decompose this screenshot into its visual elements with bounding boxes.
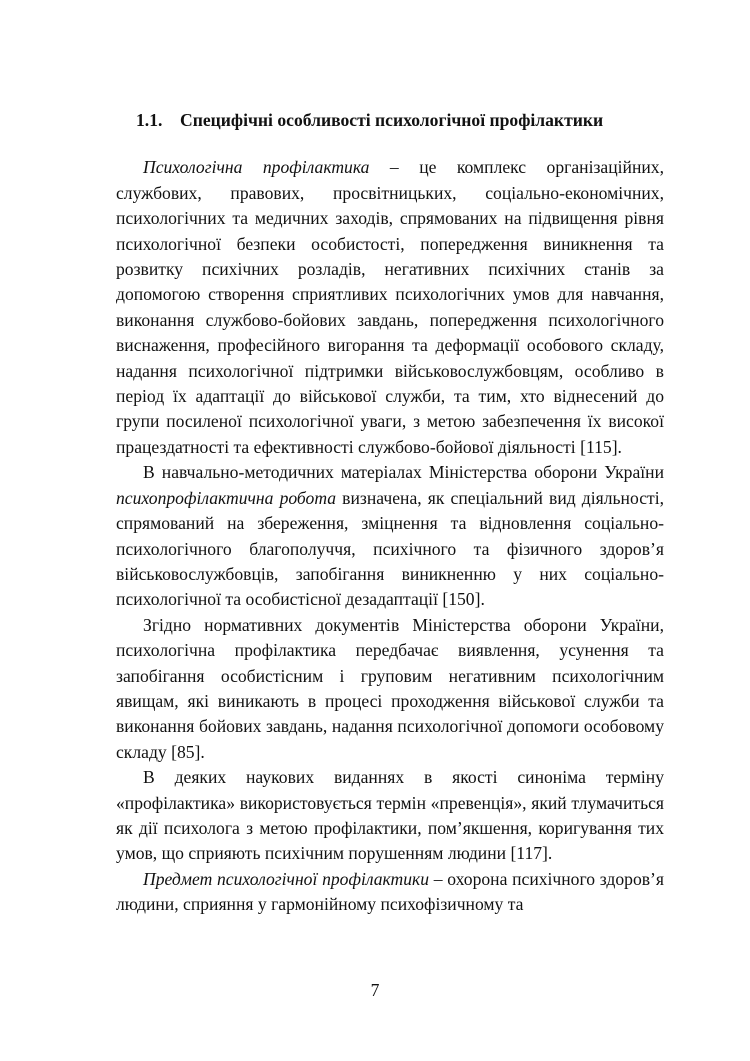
paragraph-text: В навчально-методичних матеріалах Міністерства оборони України xyxy=(143,462,664,483)
section-heading xyxy=(116,108,664,133)
italic-term: Предмет психологічної профілактики xyxy=(143,868,430,889)
italic-term: психопрофілактична робота xyxy=(116,487,337,508)
paragraph-3 xyxy=(116,613,664,765)
paragraph-4 xyxy=(116,765,664,867)
paragraph-5 xyxy=(116,867,664,918)
section-number: 1.1. xyxy=(136,110,163,130)
paragraph-1 xyxy=(116,155,664,460)
paragraph-2 xyxy=(116,460,664,612)
page-number: 7 xyxy=(370,980,380,1000)
paragraph-text: – охорона психічного здоров’я людини, сприяння у гармонійному психофізичному та xyxy=(116,868,664,915)
section-title: Специфічні особливості психологічної профілактики xyxy=(180,110,604,130)
paragraph-text: – це комплекс організаційних, службових, правових, просвітницьких, соціально-економічних, психологічних та медичних заходів, спрямованих на підвищення рівня психологічної безпеки особистості, попередження виникнення та розвитку психічних розладів, негативних психічних станів за допомогою створення сприятливих психологічних умов для навчання, виконання службово-бойових завдань, попередження психологічного виснаження, професійного вигорання та деформації особового складу, надання психологічної підтримки військовослужбовцям, особливо в період їх адаптації до військової служби, та тим, хто віднесений до групи посиленої психологічної уваги, з метою забезпечення їх високої працездатності та ефективності службово-бойової діяльності [115]. xyxy=(116,157,664,457)
italic-term: Психологічна профілактика xyxy=(143,157,370,178)
page-content xyxy=(116,108,664,918)
paragraph-text: В деяких наукових виданнях в якості синоніма терміну «профілактика» використовується термін «превенція», який тлумачиться як дії психолога з метою профілактики, пом’якшення, коригування тих умов, що сприяють психічним порушенням людини [117]. xyxy=(116,767,664,864)
paragraph-text: Згідно нормативних документів Міністерства оборони України, психологічна профілактика передбачає виявлення, усунення та запобігання особистісним і груповим негативним психологічним явищам, які виникають в процесі проходження військової служби та виконання бойових завдань, надання психологічної допомоги особовому складу [85]. xyxy=(116,614,664,762)
paragraph-text: визначена, як спеціальний вид діяльності, спрямований на збереження, зміцнення та відновлення соціально-психологічного благополуччя, психічного та фізичного здоров’я військовослужбовців, запобігання виникненню у них соціально-психологічної та особистісної дезадаптації [150]. xyxy=(116,487,664,610)
